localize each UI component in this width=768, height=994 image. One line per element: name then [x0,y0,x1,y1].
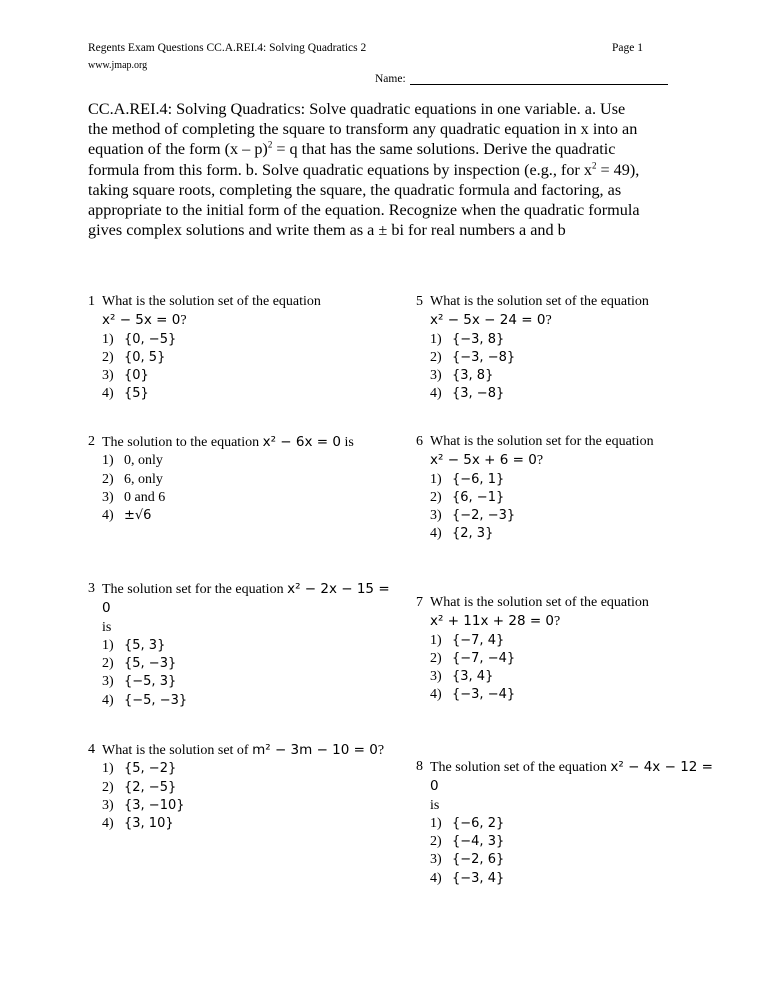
answer-choice [102,489,422,507]
question-1 [88,293,392,404]
choice-number: 4) [102,816,114,832]
choice-number: 2) [102,471,114,487]
answer-choice [102,452,422,470]
choice-number: 1) [102,453,114,469]
choice-number: 2) [430,349,442,365]
choice-number: 2) [102,779,114,795]
choice-number: 3) [430,368,442,384]
answer-choice [102,815,422,833]
question-number: 7 [416,595,423,610]
question-number: 8 [416,759,423,774]
choice-number: 3) [102,368,114,384]
choice-text: {2, 3} [452,526,494,542]
choice-number: 1) [102,637,114,653]
choice-number: 4) [430,526,442,542]
choice-number: 1) [430,815,442,831]
answer-choice [102,349,392,367]
answer-choice [430,668,720,686]
choice-text: {−7, 4} [452,632,505,648]
choice-text: {0, 5} [124,349,166,365]
choice-text: 6, only [124,471,163,487]
question-3 [88,580,392,710]
question-stem: What is the solution set for the equation x² − 5x + 6 = 0? [430,434,654,469]
equation: x² − 4x − 12 = 0 [430,759,713,795]
answer-choice [430,525,720,543]
answer-choice [102,655,392,673]
question-4 [88,741,422,833]
name-label: Name: [375,73,406,85]
answer-choice [102,385,392,403]
choice-number: 2) [102,349,114,365]
question-stem: What is the solution set of m² − 3m − 10 = 0? [102,742,385,758]
choice-number: 2) [430,834,442,850]
standard-description: CC.A.REI.4: Solving Quadratics: Solve quadratic equations in one variable. a. Use the method of completing the square to transform any quadratic equation in x into an equation of the form (x – p)$^2$ = q that has the same solutions. Derive the quadratic formula from this form. b. Solve quadratic equations by inspection (e.g., for $x^2 = 49$), taking square roots, completing the square, the quadratic formula and factoring, as appropriate to the initial form of the equation. Recognize when the quadratic formula gives complex solutions and write them as a ± bi for real numbers a and b [88,100,640,240]
choice-number: 3) [102,674,114,690]
answer-choice [102,637,392,655]
answer-choice [430,385,720,403]
choice-text: {−3, 4} [452,870,505,886]
choice-number: 1) [102,331,114,347]
choice-text: 0 and 6 [124,489,166,505]
equation: x² − 2x − 15 = 0 [102,581,390,617]
choice-text: {2, −5} [124,779,177,795]
choice-number: 1) [102,761,114,777]
question-stem: What is the solution set of the equation x² − 5x = 0? [102,294,321,329]
answer-choice [430,349,720,367]
choice-number: 2) [430,650,442,666]
choice-number: 4) [102,386,114,402]
choice-text: {5, 3} [124,637,166,653]
equation: x² − 5x = 0 [102,312,181,329]
answer-choice [430,851,720,869]
answer-choice [430,489,720,507]
equation: x² − 5x + 6 = 0 [430,452,537,469]
choice-number: 3) [102,489,114,505]
question-stem: The solution set for the equation x² − 2x − 15 = 0 is [102,581,390,635]
choice-number: 2) [102,656,114,672]
choice-number: 3) [102,797,114,813]
question-stem: What is the solution set of the equation x² + 11x + 28 = 0? [430,595,649,630]
question-number: 5 [416,294,423,309]
choice-text: {−6, 1} [452,471,505,487]
choice-text: ±√6 [124,508,152,524]
choice-text: {0} [124,368,149,384]
question-5 [416,293,720,404]
equation: x² + 11x + 28 = 0 [430,613,555,630]
choice-text: 0, only [124,453,163,469]
choice-number: 3) [430,669,442,685]
choice-number: 4) [102,692,114,708]
equation: x² − 5x − 24 = 0 [430,312,546,329]
answer-choice [102,471,422,489]
choice-number: 4) [430,386,442,402]
choice-text: {3, 4} [452,669,494,685]
answer-choice [430,686,720,704]
answer-choice [102,797,422,815]
answer-choice [430,833,720,851]
choice-number: 3) [430,852,442,868]
choice-number: 3) [430,508,442,524]
question-stem: The solution to the equation x² − 6x = 0 is [102,434,354,450]
answer-choice [102,507,422,525]
choice-text: {−3, −4} [452,687,516,703]
answer-choice [430,331,720,349]
choice-text: {3, 8} [452,368,494,384]
equation: m² − 3m − 10 = 0 [252,742,378,758]
answer-choice [430,815,720,833]
choice-number: 4) [430,687,442,703]
answer-choice [102,673,392,691]
choice-text: {0, −5} [124,331,177,347]
answer-choice [102,779,422,797]
question-number: 1 [88,294,95,309]
choice-text: {−5, 3} [124,674,177,690]
choice-text: {−2, −3} [452,508,516,524]
choice-text: {−2, 6} [452,852,505,868]
choice-text: {−7, −4} [452,650,516,666]
choice-text: {−3, −8} [452,349,516,365]
question-number: 2 [88,434,95,449]
answer-choice [102,692,392,710]
answer-choice [102,367,392,385]
question-6 [416,433,720,544]
question-2 [88,433,422,525]
equation: x² − 6x = 0 [262,434,341,450]
choice-text: {5} [124,386,149,402]
name-field [375,72,668,85]
choice-number: 1) [430,331,442,347]
choice-text: {6, −1} [452,489,505,505]
choice-text: {3, 10} [124,816,174,832]
name-blank-line [410,72,668,85]
page-number: Page 1 [612,42,643,54]
answer-choice [430,650,720,668]
choice-text: {3, −10} [124,797,185,813]
question-stem: The solution set of the equation x² − 4x − 12 = 0 is [430,759,713,813]
answer-choice [430,507,720,525]
answer-choice [102,760,422,778]
choice-text: {−3, 8} [452,331,505,347]
choice-text: {3, −8} [452,386,505,402]
document-title: Regents Exam Questions CC.A.REI.4: Solving Quadratics 2 [88,42,367,54]
source-url: www.jmap.org [88,60,148,71]
question-8 [416,758,720,888]
choice-number: 4) [102,508,114,524]
choice-text: {−5, −3} [124,692,188,708]
choice-text: {5, −2} [124,761,177,777]
choice-text: {−4, 3} [452,834,505,850]
choice-number: 4) [430,870,442,886]
answer-choice [430,367,720,385]
choice-text: {5, −3} [124,656,177,672]
question-number: 6 [416,434,423,449]
answer-choice [430,471,720,489]
question-stem: What is the solution set of the equation x² − 5x − 24 = 0? [430,294,649,329]
question-7 [416,594,720,705]
choice-number: 1) [430,471,442,487]
question-number: 3 [88,581,95,596]
choice-number: 2) [430,489,442,505]
answer-choice [102,331,392,349]
choice-text: {−6, 2} [452,815,505,831]
answer-choice [430,870,720,888]
choice-number: 1) [430,632,442,648]
answer-choice [430,632,720,650]
question-number: 4 [88,742,95,757]
